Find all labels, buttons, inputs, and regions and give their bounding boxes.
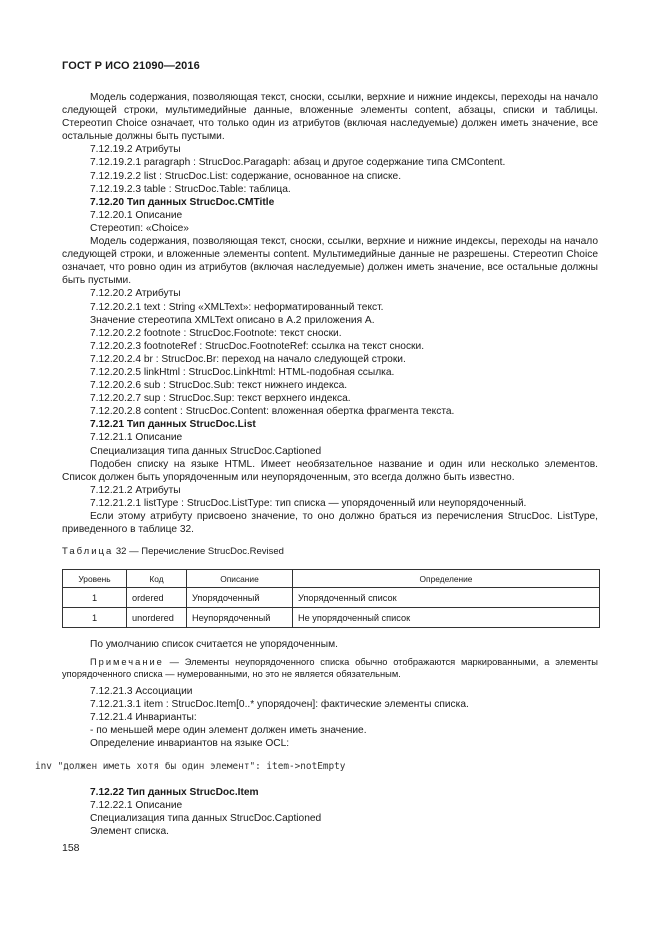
note-text: — Элементы неупорядоченного списка обычно отображаются маркированными, а элементы упорядоченного списка — нумерованными, но это не является обязательным. xyxy=(62,657,598,680)
table-header-row xyxy=(63,570,600,588)
table-header-cell: Описание xyxy=(187,570,293,588)
enumeration-table xyxy=(62,569,600,628)
attribute-line: 7.12.20.2.6 sub : StrucDoc.Sub: текст нижнего индекса. xyxy=(90,380,348,392)
table-cell: 1 xyxy=(63,588,127,608)
subsection-heading: 7.12.19.2 Атрибуты xyxy=(90,144,181,156)
table-cell: unordered xyxy=(127,608,187,628)
table-caption-text: 32 — Перечисление StrucDoc.Revised xyxy=(113,546,284,557)
table-header-cell: Код xyxy=(127,570,187,588)
attribute-line: 7.12.19.2.2 list : StrucDoc.List: содержание, основанное на списке. xyxy=(90,170,402,182)
section-heading: 7.12.22 Тип данных StrucDoc.Item xyxy=(90,787,259,798)
table-header-cell: Определение xyxy=(293,570,600,588)
attribute-line: 7.12.21.2.1 listType : StrucDoc.ListType: тип списка — упорядоченный или неупорядоченный. xyxy=(90,497,527,509)
subsection-heading: 7.12.21.4 Инварианты: xyxy=(90,712,197,724)
table-cell: ordered xyxy=(127,588,187,608)
final-section xyxy=(62,786,598,838)
table-cell: Неупорядоченный xyxy=(187,608,293,628)
subsection-heading: 7.12.20.1 Описание xyxy=(90,209,183,221)
paragraph: Элемент списка. xyxy=(90,826,169,838)
attribute-line: 7.12.20.2.8 content : StrucDoc.Content: вложенная обертка фрагмента текста. xyxy=(90,406,455,418)
list-item: - по меньшей мере один элемент должен иметь значение. xyxy=(90,725,367,737)
attribute-line: 7.12.20.2.7 sup : StrucDoc.Sup: текст верхнего индекса. xyxy=(90,393,351,405)
note xyxy=(62,656,598,680)
table-cell: Упорядоченный xyxy=(187,588,293,608)
specialization-line: Специализация типа данных StrucDoc.Captioned xyxy=(90,813,322,825)
stereotype-line: Стереотип: «Choice» xyxy=(90,222,189,234)
after-table-body xyxy=(62,638,598,751)
attribute-line: 7.12.19.2.1 paragraph : StrucDoc.Paragaph: абзац и другое содержание типа CMContent. xyxy=(90,157,506,169)
paragraph: Подобен списку на языке HTML. Имеет необязательное название и один или несколько элементов. Список должен быть упорядоченным или неупорядоченным, это всегда должно быть известно. xyxy=(62,458,598,483)
attribute-line: 7.12.20.2.2 footnote : StrucDoc.Footnote: текст сноски. xyxy=(90,327,342,339)
page-number: 158 xyxy=(62,842,80,854)
attribute-line: 7.12.20.2.5 linkHtml : StrucDoc.LinkHtml: HTML-подобная ссылка. xyxy=(90,366,395,378)
subsection-heading: 7.12.21.1 Описание xyxy=(90,432,183,444)
attribute-line: 7.12.20.2.1 text : String «XMLText»: неформатированный текст. xyxy=(90,301,384,313)
table-caption xyxy=(62,546,284,557)
paragraph: Модель содержания, позволяющая текст, сноски, ссылки, верхние и нижние индексы, переходы на начало следующей строки, мультимедийные данные, вложенные элементы content, абзацы, списки и таблицы. Стереотип Choice означает, что только один из атрибутов (включая наследуемые) должен иметь значение, все остальные должны быть пустыми. xyxy=(62,92,598,143)
subsection-heading: 7.12.21.3 Ассоциации xyxy=(90,686,193,698)
table-row xyxy=(63,608,600,628)
paragraph: По умолчанию список считается не упорядоченным. xyxy=(90,639,338,650)
table-cell: 1 xyxy=(63,608,127,628)
table-header-cell: Уровень xyxy=(63,570,127,588)
paragraph: Определение инвариантов на языке OCL: xyxy=(90,738,290,750)
attribute-line: 7.12.20.2.4 br : StrucDoc.Br: переход на начало следующей строки. xyxy=(90,353,406,365)
paragraph: Если этому атрибуту присвоено значение, то оно должно браться из перечисления StrucDoc. ListType, приведенного в таблице 32. xyxy=(62,511,598,536)
attribute-line: 7.12.21.3.1 item : StrucDoc.Item[0..* упорядочен]: фактические элементы списка. xyxy=(90,699,469,711)
table-cell: Упорядоченный список xyxy=(293,588,600,608)
note-label: Примечание xyxy=(90,657,164,668)
specialization-line: Специализация типа данных StrucDoc.Captioned xyxy=(90,445,322,457)
table-caption-label: Таблица xyxy=(62,546,114,557)
attribute-line: Значение стереотипа XMLText описано в А.2 приложения А. xyxy=(90,314,375,326)
ocl-code: inv "должен иметь хотя бы один элемент": item->notEmpty xyxy=(35,761,346,772)
subsection-heading: 7.12.20.2 Атрибуты xyxy=(90,288,181,300)
main-body xyxy=(62,91,598,536)
document-header: ГОСТ Р ИСО 21090—2016 xyxy=(62,60,200,72)
table-cell: Не упорядоченный список xyxy=(293,608,600,628)
subsection-heading: 7.12.22.1 Описание xyxy=(90,800,183,812)
paragraph: Модель содержания, позволяющая текст, сноски, ссылки, верхние и нижние индексы, переходы на начало следующей строки, и вложенные элементы content. Мультимедийные данные не разрешены. Стереотип Choice означает, что ровно один из атрибутов (включая наследуемые) должен иметь значение, все остальные должны быть пустыми. xyxy=(62,236,598,287)
attribute-line: 7.12.20.2.3 footnoteRef : StrucDoc.FootnoteRef: ссылка на текст сноски. xyxy=(90,340,425,352)
subsection-heading: 7.12.21.2 Атрибуты xyxy=(90,484,181,496)
section-heading: 7.12.21 Тип данных StrucDoc.List xyxy=(90,419,256,431)
attribute-line: 7.12.19.2.3 table : StrucDoc.Table: таблица. xyxy=(90,183,291,195)
table-row xyxy=(63,588,600,608)
section-heading: 7.12.20 Тип данных StrucDoc.CMTitle xyxy=(90,196,275,208)
